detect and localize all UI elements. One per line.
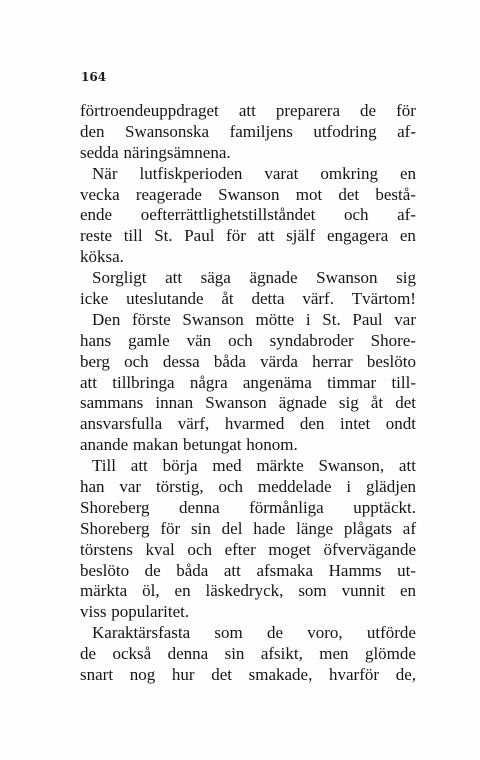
word: för — [226, 226, 246, 246]
word: af- — [397, 121, 416, 141]
word: Swanson — [205, 393, 267, 413]
word: timmar — [327, 372, 377, 392]
word: båda — [213, 351, 246, 371]
word: men — [319, 644, 349, 664]
word: dessa — [162, 351, 200, 371]
text-line — [80, 331, 416, 352]
word: de — [144, 560, 161, 580]
word: Swanson, — [318, 456, 385, 476]
word: När — [92, 163, 118, 183]
text-line — [80, 247, 416, 268]
text-line — [80, 373, 416, 394]
word: St. — [322, 309, 341, 329]
word: till — [123, 226, 143, 246]
word: hur — [171, 665, 195, 685]
word: Shore- — [370, 330, 416, 350]
word: Karaktärsfasta — [92, 623, 191, 643]
word: ansvarsfulla — [80, 414, 163, 434]
word: några — [189, 372, 228, 392]
word: intet — [339, 414, 371, 434]
word: uteslutande — [126, 289, 204, 309]
word: det — [211, 665, 232, 685]
word: Hamms — [328, 560, 382, 580]
text-line — [80, 393, 416, 414]
word: att — [165, 268, 183, 288]
word: de — [80, 644, 97, 664]
text-line — [80, 602, 416, 623]
word: reste — [80, 226, 113, 246]
word: sedda — [80, 142, 119, 162]
word: märkte — [256, 456, 304, 476]
word: Den — [92, 309, 121, 329]
word: som — [298, 581, 327, 601]
word: Till — [92, 456, 116, 476]
word: Swanson — [218, 184, 280, 204]
word: var — [394, 309, 416, 329]
text-line — [80, 205, 416, 226]
word: åt — [221, 289, 234, 309]
text-line — [80, 581, 416, 602]
word: reagerade — [135, 184, 202, 204]
word: af — [402, 518, 416, 538]
word: Tvärtom! — [351, 289, 416, 309]
word: också — [112, 644, 152, 664]
page-number: 164 — [81, 70, 107, 84]
word: preparera — [275, 101, 341, 120]
word: förste — [132, 309, 171, 329]
text-line — [80, 498, 416, 519]
word: Shoreberg — [80, 497, 150, 517]
word: hans — [80, 330, 112, 350]
word: viss — [80, 602, 107, 622]
word: de — [266, 623, 283, 643]
text-line — [80, 540, 416, 561]
word: honom. — [246, 435, 298, 455]
word: glömde — [364, 644, 416, 664]
word: till- — [391, 372, 416, 392]
word: denna — [167, 644, 209, 664]
word: hvarmed — [224, 414, 285, 434]
text-line — [80, 310, 416, 331]
word: Sorgligt — [92, 268, 147, 288]
word: omkring — [320, 163, 378, 183]
word: afsmaka — [256, 560, 314, 580]
word: själf — [286, 226, 316, 246]
word: värf, — [177, 414, 210, 434]
text-line — [80, 456, 416, 477]
word: gamle — [128, 330, 170, 350]
word: af- — [397, 205, 416, 225]
word: angenäma — [242, 372, 312, 392]
word: varat — [264, 163, 299, 183]
word: och — [228, 330, 253, 350]
text-line — [80, 101, 416, 122]
text-line — [80, 185, 416, 206]
word: innan — [155, 393, 194, 413]
word: engagera — [326, 226, 389, 246]
text-line — [80, 143, 416, 164]
word: tillbringa — [112, 372, 175, 392]
word: hade — [253, 518, 286, 538]
word: Paul — [184, 226, 215, 246]
text-line — [80, 226, 416, 247]
word: glädjen — [365, 477, 416, 497]
word: sin — [224, 644, 245, 664]
text-line — [80, 122, 416, 143]
word: törstens — [80, 539, 133, 559]
word: en — [174, 581, 191, 601]
text-line — [80, 665, 416, 686]
text-line — [80, 164, 416, 185]
word: köksa. — [80, 247, 124, 267]
word: öfvervägande — [323, 539, 416, 559]
word: icke — [80, 289, 109, 309]
word: kval — [145, 539, 175, 559]
word: hvarför — [329, 665, 380, 685]
word: den — [299, 414, 325, 434]
word: ondt — [385, 414, 416, 434]
word: del — [221, 518, 243, 538]
word: oefterrättlighetstillståndet — [140, 205, 316, 225]
word: sin — [191, 518, 211, 538]
word: popularitet. — [111, 602, 190, 622]
word: familjens — [229, 121, 293, 141]
word: värf. — [302, 289, 334, 309]
word: att — [130, 456, 148, 476]
text-line — [80, 623, 416, 644]
word: Shoreberg — [80, 518, 150, 538]
word: vecka — [80, 184, 120, 204]
word: detta — [251, 289, 285, 309]
text-line — [80, 561, 416, 582]
word: och — [124, 351, 149, 371]
word: beslöto — [80, 560, 130, 580]
word: att — [398, 456, 416, 476]
word: Swanson — [316, 268, 378, 288]
word: en — [399, 581, 416, 601]
word: utförde — [366, 623, 416, 643]
word: St. — [154, 226, 173, 246]
word: och — [187, 539, 212, 559]
word: att — [257, 226, 275, 246]
word: nog — [129, 665, 156, 685]
word: denna — [179, 497, 220, 517]
word: märkta — [80, 581, 128, 601]
word: törstig, — [155, 477, 204, 497]
word: vän — [186, 330, 212, 350]
body-text — [80, 101, 416, 686]
word: ende — [80, 205, 113, 225]
word: och — [343, 205, 369, 225]
word: med — [212, 456, 242, 476]
word: för — [160, 518, 181, 538]
word: ägnade — [249, 268, 298, 288]
word: sammans — [80, 393, 144, 413]
word: syndabroder — [269, 330, 354, 350]
word: de, — [395, 665, 416, 685]
word: Swansonska — [125, 121, 210, 141]
word: det — [338, 184, 360, 204]
word: han — [80, 477, 105, 497]
word: börja — [162, 456, 198, 476]
word: mot — [295, 184, 323, 204]
word: att — [238, 101, 256, 120]
word: sig — [396, 268, 416, 288]
word: anande — [80, 435, 129, 455]
word: den — [80, 121, 105, 141]
text-line — [80, 519, 416, 540]
word: säga — [200, 268, 231, 288]
word: sig — [338, 393, 359, 413]
word: moget — [268, 539, 311, 559]
text-line — [80, 477, 416, 498]
word: smakade, — [248, 665, 313, 685]
word: snart — [80, 665, 114, 685]
word: herrar — [312, 351, 353, 371]
word: i — [346, 477, 352, 497]
word: öl, — [142, 581, 160, 601]
word: att — [223, 560, 241, 580]
word: makan — [132, 435, 179, 455]
word: beslöto — [366, 351, 416, 371]
word: att — [80, 372, 97, 392]
word: en — [399, 163, 416, 183]
word: i — [305, 309, 311, 329]
word: läskedryck, — [205, 581, 284, 601]
word: det — [395, 393, 416, 413]
word: upptäckt. — [353, 497, 416, 517]
word: de — [360, 101, 377, 120]
word: värda — [260, 351, 298, 371]
word: en — [399, 226, 416, 246]
word: för — [396, 101, 416, 120]
word: voro, — [307, 623, 343, 643]
word: båda — [176, 560, 209, 580]
word: och — [218, 477, 244, 497]
text-line — [80, 435, 416, 456]
word: lutfiskperioden — [139, 163, 243, 183]
text-line — [80, 352, 416, 373]
text-line — [80, 644, 416, 665]
word: näringsämnena. — [123, 142, 231, 162]
word: mötte — [255, 309, 295, 329]
word: som — [214, 623, 243, 643]
word: efter — [224, 539, 256, 559]
word: Paul — [352, 309, 383, 329]
word: förtroendeuppdraget — [80, 101, 219, 120]
word: meddelade — [257, 477, 332, 497]
word: länge — [296, 518, 333, 538]
word: förmånliga — [249, 497, 324, 517]
word: plågats — [343, 518, 392, 538]
word: åt — [370, 393, 384, 413]
text-line — [80, 289, 416, 310]
word: var — [119, 477, 142, 497]
word: ägnade — [278, 393, 327, 413]
text-line — [80, 414, 416, 435]
word: Swanson — [182, 309, 244, 329]
text-line — [80, 268, 416, 289]
word: berg — [80, 351, 110, 371]
word: betungat — [182, 435, 242, 455]
word: utfodring — [313, 121, 377, 141]
word: bestå- — [375, 184, 416, 204]
word: ut- — [397, 560, 416, 580]
word: vunnit — [341, 581, 386, 601]
word: afsikt, — [260, 644, 303, 664]
